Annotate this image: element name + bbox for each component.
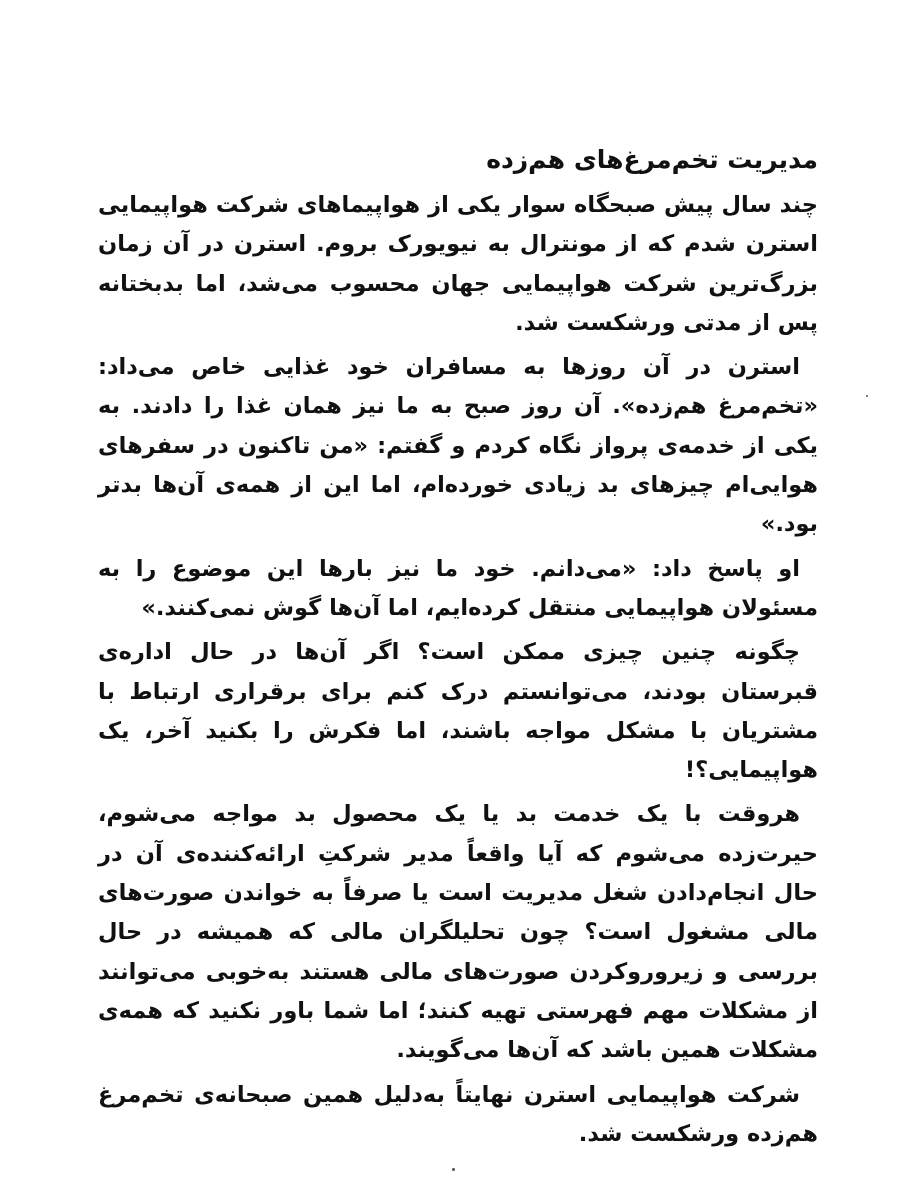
paragraph-4: چگونه چنین چیزی ممکن است؟ اگر آن‌ها در حال اداره‌ی قبرستان بودند، می‌توانستم درک کنم برای برقراری ارتباط با مشتریان با مشکل مواجه باشند، اما فکرش را بکنید آخر، یک هواپیمایی؟! xyxy=(98,639,818,784)
paragraph-5: هروقت با یک خدمت بد یا یک محصول بد مواجه می‌شوم، حیرت‌زده می‌شوم که آیا واقعاً مدیر شرکتِ ارائه‌کننده‌ی آن در حال انجام‌دادن شغل مدیریت است یا صرفاً به خواندن صورت‌های مالی مشغول است؟ چون تحلیلگران مالی که همیشه در حال بررسی و زیرورو‌کردن صورت‌های مالی هستند به‌خوبی می‌توانند از مشکلات مهم فهرستی تهیه کنند؛ اما شما باور نکنید که همه‌ی مشکلات همین باشد که آن‌ها می‌گویند. xyxy=(98,801,818,1064)
paragraph-6: شرکت هواپیمایی استرن نهایتاً به‌دلیل همین صبحانه‌ی تخم‌مرغ هم‌زده ورشکست شد. xyxy=(98,1081,818,1147)
scan-speck xyxy=(452,1168,455,1171)
scan-speck xyxy=(866,395,868,397)
paragraph-2: استرن در آن روزها به مسافران خود غذایی خاص می‌داد: «تخم‌مرغ هم‌زده». آن روز صبح به ما نیز همان غذا را دادند. به یکی از خدمه‌ی پرواز نگاه کردم و گفتم: «من تاکنون در سفرهای هوایی‌ام چیزهای بد زیادی خورده‌ام، اما این از همه‌ی آن‌ها بدتر بود.» xyxy=(98,354,818,538)
paragraph-1: چند سال پیش صبحگاه سوار یکی از هواپیماهای شرکت هواپیمایی استرن شدم که از مونترال به نیویورک بروم. استرن در آن زمان بزرگ‌ترین شرکت هواپیمایی جهان محسوب می‌شد، اما بدبختانه پس از مدتی ورشکست شد. xyxy=(98,192,818,336)
paragraph-3: او پاسخ داد: «می‌دانم. خود ما نیز بارها این موضوع را به مسئولان هواپیمایی منتقل کرده‌ایم، اما آن‌ها گوش نمی‌کنند.» xyxy=(98,555,818,621)
article xyxy=(98,140,818,1154)
article-title: مدیریت تخم‌مرغ‌های هم‌زده xyxy=(486,145,818,174)
